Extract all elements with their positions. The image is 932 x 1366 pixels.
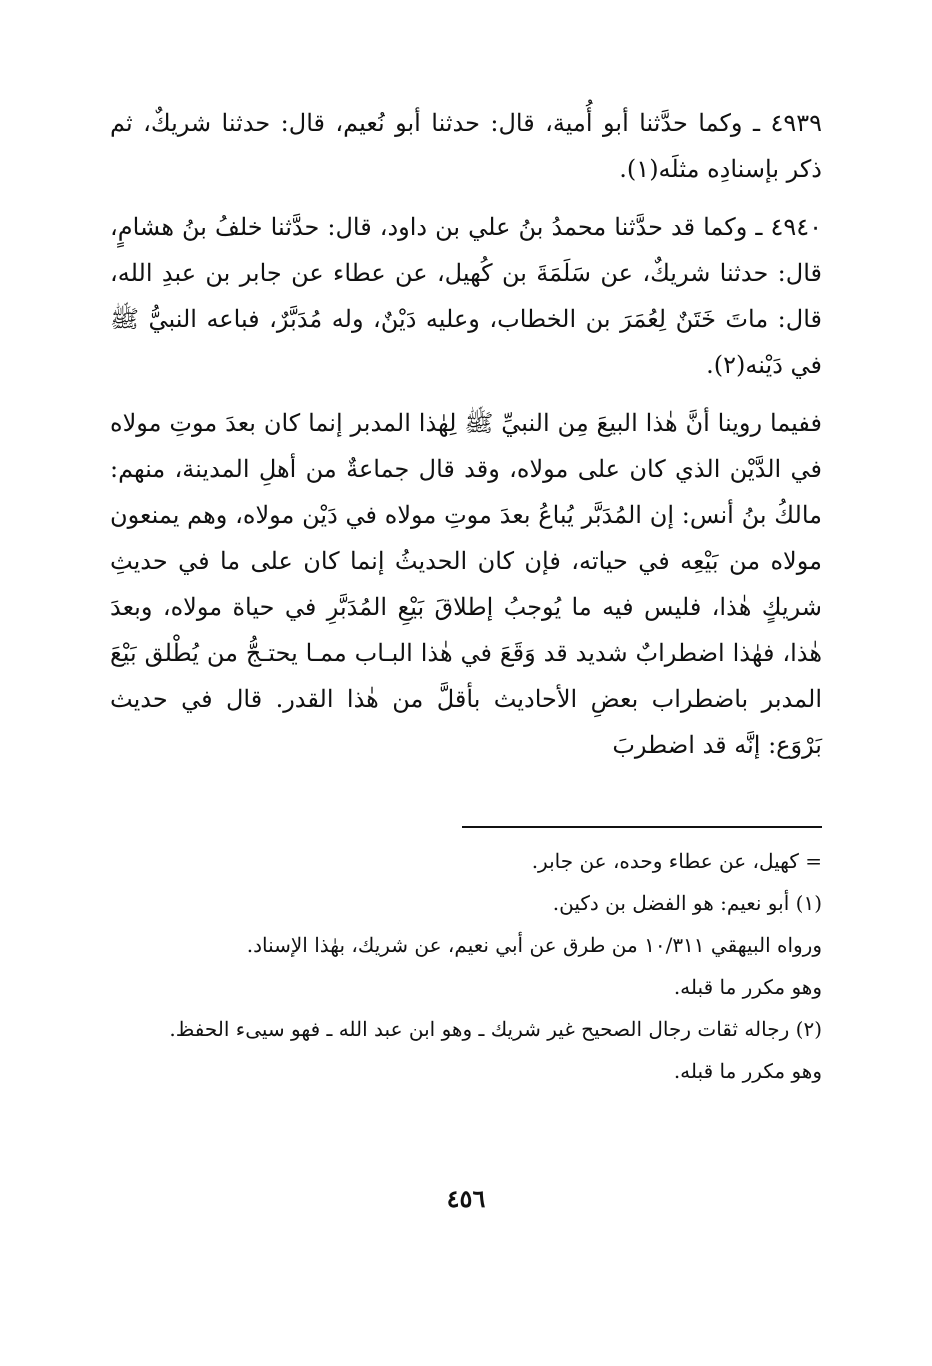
footnote-continuation: = كهيل، عن عطاء وحده، عن جابر. xyxy=(531,849,822,873)
hadith-4940: ٤٩٤٠ ـ وكما قد حدَّثنا محمدُ بنُ علي بن داود، قال: حدَّثنا خلفُ بنُ هشامٍ، قال: حدثنا شريكٌ، عن سَلَمَةَ بن كُهيل، عن عطاء عن جابر بن عبدِ الله، قال: ماتَ خَتَنٌ لِعُمَرَ بن الخطاب، وعليه دَيْنٌ، وله مُدَبَّرٌ، فباعه النبيُّ ﷺ في دَيْنه(٢). xyxy=(110,213,822,379)
footnote-2: (٢) رجاله ثقات رجال الصحيح غير شريك ـ وهو ابن عبد الله ـ فهو سيىء الحفظ. xyxy=(169,1017,822,1041)
hadith-4939: ٤٩٣٩ ـ وكما حدَّثنا أبو أُمية، قال: حدثنا أبو نُعيم، قال: حدثنا شريكٌ، ثم ذكر بإسنادِه مثلَه(١). xyxy=(110,109,822,183)
main-text xyxy=(110,100,822,780)
commentary-paragraph: ففيما روينا أنَّ هٰذا البيعَ مِن النبيِّ ﷺ لِهٰذا المدبر إنما كان بعدَ موتِ مولاه في الدَّيْن الذي كان على مولاه، وقد قال جماعةٌ من أهلِ المدينة، منهم: مالكُ بنُ أنس: إن المُدَبَّر يُباعُ بعدَ موتِ مولاه في دَيْن مولاه، وهم يمنعون مولاه من بَيْعِه في حياته، فإن كان الحديثُ إنما كان على ما في حديثِ شريكٍ هٰذا، فليس فيه ما يُوجبُ إطلاقَ بَيْعِ المُدَبَّرِ في حياة مولاه، وبعدَ هٰذا، فهٰذا اضطرابٌ شديد قد وَقَعَ في هٰذا البـاب ممـا يحتـجُّ من يُطْلق بَيْعَ المدبر باضطراب بعضِ الأحاديث بأقلَّ من هٰذا القدر. قال في حديث بَرْوَع: إنَّه قد اضطربَ xyxy=(110,409,822,759)
footnote-separator xyxy=(462,826,822,828)
footnote-1-note: وهو مكرر ما قبله. xyxy=(673,975,822,999)
footnotes xyxy=(130,840,822,1092)
footnote-1: (١) أبو نعيم: هو الفضل بن دكين. xyxy=(552,891,822,915)
page-number: ٤٥٦ xyxy=(446,1184,486,1213)
footnote-2-note: وهو مكرر ما قبله. xyxy=(673,1059,822,1083)
footnote-1-source: ورواه البيهقي ١٠/٣١١ من طرق عن أبي نعيم، عن شريك، بهٰذا الإسناد. xyxy=(246,933,822,957)
